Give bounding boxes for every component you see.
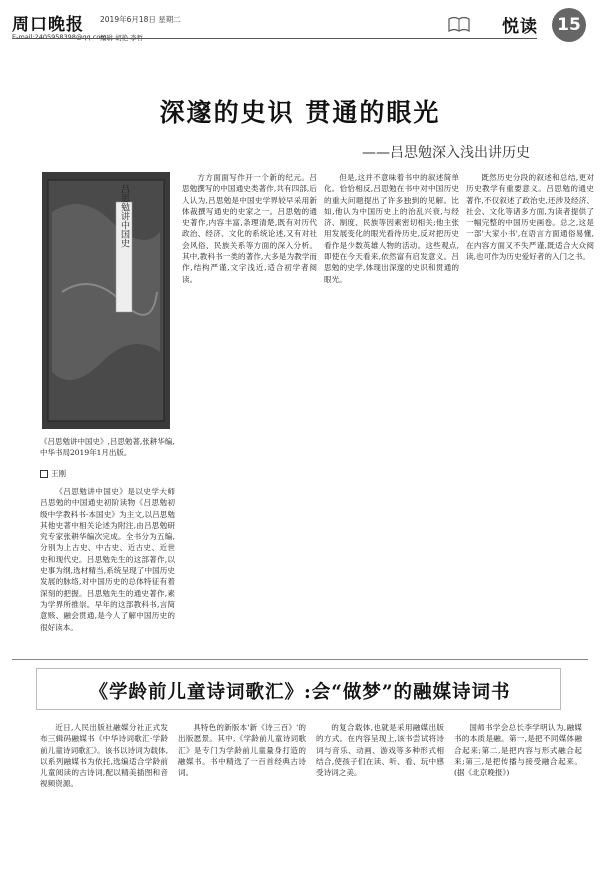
book-cover-title: 吕思勉讲中国史 xyxy=(119,184,129,248)
editor-credit: 编辑 胡艳 李哲 xyxy=(100,34,144,42)
article1-col3-text: 但是,这并不意味着书中的叙述简单化。恰恰相反,吕思勉在书中对中国历史的重大问题提出了许多独到的见解。比如,他认为中国历史上的治乱兴衰,与经济、制度、民族等因素密切相关;他主张用发展变化的眼光看待历史,反对把历史看作是少数英雄人物的活动。这些观点,即使在今天看来,依然富有启发意义。吕思勉的史学,体现出深邃的史识和贯通的眼光。 xyxy=(324,173,459,284)
article1-col4-text: 既然历史分段的叙述和总结,更对历史教学有重要意义。吕思勉的通史著作,不仅叙述了政治史,还涉及经济、社会、文化等诸多方面,为读者提供了一幅完整的中国历史画卷。总之,这是一部'大家小书',在语言方面通俗易懂,在内容方面又不失严谨,既适合大众阅读,也可作为历史爱好者的入门之书。 xyxy=(466,173,594,262)
author-name: 王刚 xyxy=(51,469,66,478)
page-number: 15 xyxy=(552,8,586,42)
article2-col4-text: 国师书学会总长李学明认为,融媒书的本质是融。第一,是把不同媒体融合起来;第二,是把内容与形式融合起来;第三,是把传播与接受融合起来。(据《北京晚报》) xyxy=(454,723,582,778)
photo-caption: 《吕思勉讲中国史》,吕思勉著,张耕华编,中华书局2019年1月出版。 xyxy=(40,437,175,457)
article1-column-2 xyxy=(182,172,317,652)
article2-column-4 xyxy=(454,722,582,882)
masthead: 周口晚报 xyxy=(12,15,84,35)
page-header xyxy=(12,8,590,64)
book-cover-image xyxy=(42,172,170,429)
book-cover-illustration xyxy=(42,172,170,429)
article2-column-1 xyxy=(40,722,168,882)
book-icon xyxy=(448,16,470,32)
article2-column-2 xyxy=(178,722,306,882)
article1-column-4 xyxy=(466,172,594,652)
article1-col1-text: 《吕思勉讲中国史》是以史学大师吕思勉的中国通史初阶读物《吕思勉初级中学教科书·本国史》为主文,以吕思勉其他史著中相关论述为附注,由吕思勉研究专家张耕华编次完成。全书分为五编,分别为上古史、中古史、近古史、近世史和现代史。吕思勉先生的这部著作,以史事为纲,选材精当,系统呈现了中国历史发展的脉络,对中国历史的总体特征有着深刻的把握。吕思勉先生的通史著作,素为学界所推崇。早年的这部教科书,言简意赅、融会贯通,是今人了解中国历史的很好读本。 xyxy=(40,487,175,632)
article-subheadline: ——吕思勉深入浅出讲历史 xyxy=(362,145,530,161)
author-byline xyxy=(40,468,66,479)
article1-col2-text: 方方面面写作开一个新的纪元。吕思勉撰写的中国通史类著作,共有四部,后人认为,吕思勉是中国史学界较早采用新体裁撰写通史的史家之一。吕思勉的通史著作,内容丰富,条理清楚,既有对历代政治、经济、文化的系统论述,又有对社会风俗、民族关系等方面的深入分析。其中,教科书一类的著作,大多是为教学而作,结构严谨,文字浅近,适合初学者阅读。 xyxy=(182,173,317,284)
byline-box-icon xyxy=(40,470,48,478)
article2-col2-text: 具特色的新版本'新《诗三百》'的出版愿景。其中,《学龄前儿童诗词歌汇》是专门为学龄前儿童量身打造的融媒书。书中精选了一百首经典古诗词。 xyxy=(178,723,306,778)
publication-date: 2019年6月18日 星期二 xyxy=(100,15,181,24)
section-divider xyxy=(12,659,588,660)
article2-column-3 xyxy=(316,722,444,882)
article1-column-1 xyxy=(40,486,175,652)
contact-email: E-mail:2405958398@qq.com xyxy=(12,33,107,41)
article2-col3-text: 的复合载体,也就是采用融媒出版的方式。在内容呈现上,该书尝试将诗词与音乐、动画、游戏等多种形式相结合,使孩子们在读、听、看、玩中感受诗词之美。 xyxy=(316,723,444,778)
article2-headline: 《学龄前儿童诗词歌汇》:会“做梦”的融媒诗词书 xyxy=(89,682,511,703)
article-headline: 深邃的史识 贯通的眼光 xyxy=(159,98,441,127)
article2-col1-text: 近日,人民出版社融媒分社正式发布三辑码融媒书《中华诗词歌汇·学龄前儿童诗词歌汇》。该书以诗词为载体,以系列融媒书为依托,选编适合学龄前儿童阅读的古诗词,配以精美插图和音视频资源。 xyxy=(40,723,168,789)
header-divider xyxy=(12,38,537,39)
article1-column-3 xyxy=(324,172,459,652)
section-title: 悦读 xyxy=(502,17,538,37)
